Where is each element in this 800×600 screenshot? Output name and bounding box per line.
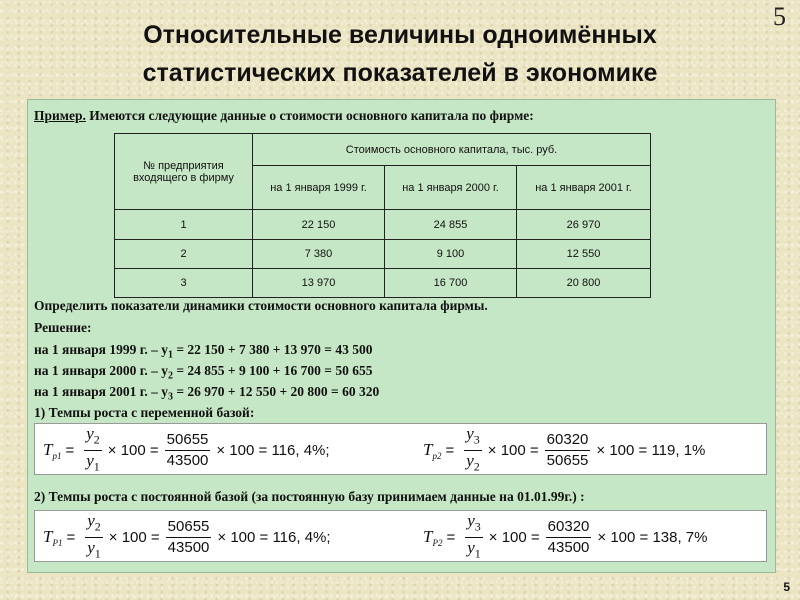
cell-2001: 20 800	[517, 269, 651, 298]
content-panel	[27, 99, 776, 573]
formula-tp2-variable: T p2 = $\frac{y_3}{y_2}$ × 100 = $\frac{60320}{50655}$ × 100 = 119, 1%	[423, 424, 706, 473]
cell-id: 3	[115, 269, 253, 298]
fraction-values: $\frac{60320}{43500}$	[547, 517, 590, 556]
task-line: Определить показатели динамики стоимости основного капитала фирмы.	[34, 298, 488, 313]
calc-line-2000: на 1 января 2000 г. – $y_2 = 24$ 855 + 9 100 + 16 700 = 50 655	[34, 363, 373, 382]
solution-label: Решение:	[34, 320, 92, 335]
formula-tp1-constant: T P1 = $\frac{y_2}{y_1}$ × 100 = $\frac{50655}{43500}$ × 100 = 116, 4%;	[43, 511, 331, 560]
table-row	[115, 210, 651, 240]
section-variable-base: 1) Темпы роста с переменной базой:	[34, 405, 255, 420]
title-line-1: Относительные величины одноимённых	[143, 21, 657, 49]
cell-2001: 26 970	[517, 210, 651, 240]
cell-id: 1	[115, 210, 253, 240]
capital-table	[114, 133, 651, 298]
table-row	[115, 240, 651, 269]
section-constant-base: 2) Темпы роста с постоянной базой (за постоянную базу принимаем данные на 01.01.99г.) :	[34, 489, 585, 504]
fraction-vars: $\frac{y_3}{y_2}$	[466, 424, 480, 473]
slide-number-top: 5	[773, 2, 786, 31]
cell-2000: 16 700	[385, 269, 517, 298]
cell-1999: 22 150	[253, 210, 385, 240]
cell-1999: 13 970	[253, 269, 385, 298]
header-date-2001: на 1 января 2001 г.	[517, 166, 651, 210]
formula-tp1-variable: T p1 = $\frac{y_2}{y_1}$ × 100 = $\frac{50655}{43500}$ × 100 = 116, 4%;	[43, 424, 330, 473]
calc-line-1999: на 1 января 1999 г. – $y_1 = 22$ 150 + 7 380 + 13 970 = 43 500	[34, 342, 373, 361]
slide-title	[0, 16, 800, 92]
cell-1999: 7 380	[253, 240, 385, 269]
cell-2000: 9 100	[385, 240, 517, 269]
intro-line	[34, 108, 534, 124]
table-row	[115, 269, 651, 298]
intro-label: Пример.	[34, 108, 86, 123]
header-enterprise: № предприятия входящего в фирму	[115, 134, 253, 210]
formula-box-variable	[34, 423, 767, 475]
fraction-vars: $\frac{y_2}{y_1}$	[87, 511, 101, 560]
fraction-values: $\frac{50655}{43500}$	[167, 517, 210, 556]
header-date-1999: на 1 января 1999 г.	[253, 166, 385, 210]
fraction-values: $\frac{50655}{43500}$	[166, 430, 209, 469]
fraction-vars: $\frac{y_2}{y_1}$	[86, 424, 100, 473]
formula-box-constant	[34, 510, 767, 562]
title-line-2: статистических показателей в экономике	[142, 59, 658, 87]
intro-text: Имеются следующие данные о стоимости основного капитала по фирме:	[85, 108, 534, 123]
slide-number-bottom: 5	[783, 580, 790, 594]
cell-2001: 12 550	[517, 240, 651, 269]
cell-2000: 24 855	[385, 210, 517, 240]
cell-id: 2	[115, 240, 253, 269]
fraction-values: $\frac{60320}{50655}$	[546, 430, 589, 469]
formula-tp2-constant: T P2 = $\frac{y_3}{y_1}$ × 100 = $\frac{60320}{43500}$ × 100 = 138, 7%	[423, 511, 708, 560]
header-date-2000: на 1 января 2000 г.	[385, 166, 517, 210]
calc-line-2001: на 1 января 2001 г. – $y_3 = 26$ 970 + 12 550 + 20 800 = 60 320	[34, 384, 380, 403]
header-cost: Стоимость основного капитала, тыс. руб.	[253, 134, 651, 166]
fraction-vars: $\frac{y_3}{y_1}$	[467, 511, 481, 560]
